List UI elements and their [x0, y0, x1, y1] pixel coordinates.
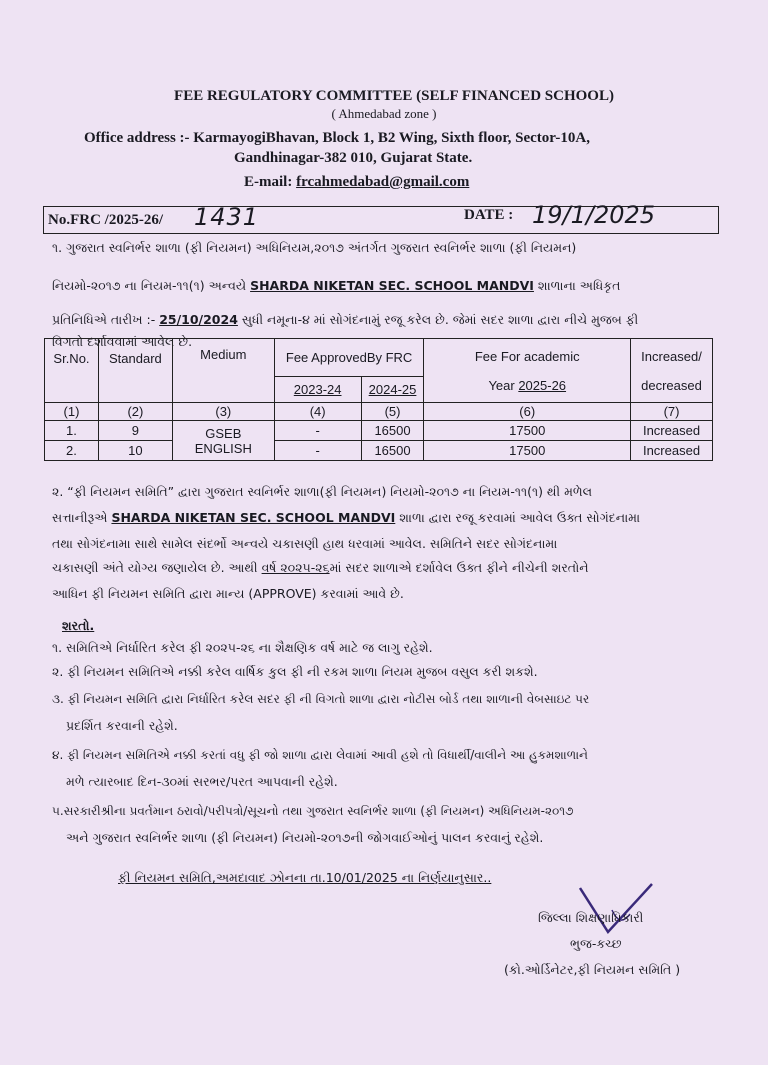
header-incdec-line2: decreased	[641, 377, 702, 393]
para2-line2	[52, 510, 640, 526]
column-number-row	[45, 403, 713, 421]
para2-line2-text: સત્તાનીરૂએ	[52, 510, 112, 525]
row1-status: Increased	[631, 421, 713, 441]
header-increased-decreased	[631, 339, 713, 403]
school-name-2: SHARDA NIKETAN SEC. SCHOOL MANDVI	[111, 510, 396, 525]
condition-4-line1: ૪. ફી નિયમન સમિતિએ નક્કી કરતાં વધુ ફી જો શાળા દ્વારા લેવામાં આવી હશે તો વિધાર્થી/વાલીને આ હુકમશાળાને	[52, 748, 588, 762]
row2-fee-2025: 17500	[424, 441, 631, 461]
header-incdec-line1: Increased/	[641, 348, 702, 364]
row2-srno: 2.	[45, 441, 99, 461]
committee-title: FEE REGULATORY COMMITTEE (SELF FINANCED SCHOOL)	[174, 88, 614, 104]
para1-line1: ૧. ગુજરાત સ્વનિર્ભર શાળા (ફી નિયમન) અધિનિયમ,૨૦૧૭ અંતર્ગત ગુજરાત સ્વનિર્ભર શાળા (ફી નિયમન)	[52, 240, 577, 255]
col-num-6: (6)	[424, 403, 631, 421]
medium-language: ENGLISH	[194, 440, 252, 456]
condition-4-line2: મળે ત્યારબાદ દિન-૩૦માં સરભર/પરત આપવાની રહેશે.	[66, 774, 338, 789]
table-row	[45, 441, 713, 461]
header-year-2024	[361, 377, 424, 403]
medium-cell	[172, 421, 274, 461]
school-name: SHARDA NIKETAN SEC. SCHOOL MANDVI	[250, 278, 534, 293]
condition-3-line2: પ્રદર્શિત કરવાની રહેશે.	[66, 718, 178, 733]
para2-line4-tail: માં સદર શાળાએ દર્શાવેલ ઉક્ત ફીને નીચેની શરતોને	[329, 560, 589, 575]
header-srno: Sr.No.	[45, 339, 99, 403]
email-address: frcahmedabad@gmail.com	[296, 174, 470, 190]
header-fee-academic-line1: Fee For academic	[474, 348, 580, 364]
email-label: E-mail:	[244, 174, 297, 190]
email-line	[244, 174, 768, 191]
para1-line2	[52, 278, 620, 294]
header-fee-academic-line2	[424, 378, 630, 393]
para1-line3-tail: સુધી નમૂના-૪ માં સોગંદનામું રજૂ કરેલ છે. જેમાં સદર શાળા દ્વારા નીચે મુજબ ફી	[237, 312, 639, 327]
office-address-line1: Office address :- KarmayogiBhavan, Block 1, B2 Wing, Sixth floor, Sector-10A,	[84, 130, 590, 146]
row1-fee-2024: 16500	[361, 421, 424, 441]
col-num-5: (5)	[361, 403, 424, 421]
para2-line4	[52, 560, 589, 576]
para2-line4-text: ચકાસણી અંતે યોગ્ય જણાયેલ છે. આથી	[52, 560, 262, 575]
header-fee-academic	[424, 339, 631, 403]
row1-fee-2023: -	[274, 421, 361, 441]
reference-number-label: No.FRC /2025-26/	[48, 212, 163, 228]
date-label: DATE :	[464, 207, 514, 223]
col-num-4: (4)	[274, 403, 361, 421]
row1-srno: 1.	[45, 421, 99, 441]
signatory-location: ભુજ-કચ્છ	[570, 936, 622, 951]
header-standard: Standard	[98, 339, 172, 403]
approved-year: વર્ષ ૨૦૨૫-૨૬	[261, 560, 330, 575]
fee-table	[44, 338, 713, 461]
date-handwritten: 19/1/2025	[532, 201, 656, 229]
para2-line5: આધિન ફી નિયમન સમિતિ દ્વારા માન્ય (APPROVE) કરવામાં આવે છે.	[52, 586, 404, 601]
decision-text: ફી નિયમન સમિતિ,અમદાવાદ ઝોનના તા.10/01/2025 ના નિર્ણયાનુસાર..	[118, 870, 492, 885]
para2-line1: ૨. “ફી નિયમન સમિતિ” દ્વારા ગુજરાત સ્વનિર્ભર શાળા(ફી નિયમન) નિયમો-૨૦૧૭ ના નિયમ-૧૧(૧) થી મળેલ	[52, 484, 593, 499]
conditions-title-text: શરતો.	[62, 618, 95, 633]
affidavit-date: 25/10/2024	[159, 312, 238, 327]
table-row	[45, 421, 713, 441]
condition-3-line1: ૩. ફી નિયમન સમિતિ દ્વારા નિર્ધારિત કરેલ સદર ફી ની વિગતો શાળા દ્વારા નોટીસ બોર્ડ તથા શાળાની વેબસાઇટ પર	[52, 692, 590, 706]
row2-fee-2024: 16500	[361, 441, 424, 461]
year-2023-label: 2023-24	[293, 382, 342, 397]
condition-2: ૨. ફી નિયમન સમિતિએ નક્કી કરેલ વાર્ષિક કુલ ફી ની રકમ શાળા નિયમ મુજબ વસુલ કરી શકશે.	[52, 664, 538, 679]
header-fee-frc: Fee ApprovedBy FRC	[274, 339, 424, 377]
signatory-title: જિલ્લા શિક્ષણાધિકારી	[538, 910, 644, 925]
row1-fee-2025: 17500	[424, 421, 631, 441]
medium-board: GSEB	[205, 425, 242, 441]
year-2024-label: 2024-25	[368, 382, 417, 397]
col-num-2: (2)	[98, 403, 172, 421]
header-academic-year: 2025-26	[518, 377, 567, 393]
header-year-2023	[274, 377, 361, 403]
col-num-3: (3)	[172, 403, 274, 421]
decision-line	[118, 870, 491, 886]
row2-fee-2023: -	[274, 441, 361, 461]
para1-line3-text: પ્રતિનિધિએ તારીખ :-	[52, 312, 160, 327]
conditions-title	[62, 618, 94, 634]
col-num-7: (7)	[631, 403, 713, 421]
reference-box	[43, 201, 719, 234]
para2-line2-tail: શાળા દ્વારા રજૂ કરવામાં આવેલ ઉક્ત સોગંદનામા	[395, 510, 641, 525]
row1-standard: 9	[98, 421, 172, 441]
signatory-designation: (કો.ઓર્ડિનેટર,ફી નિયમન સમિતિ )	[504, 962, 681, 977]
reference-number-handwritten: 1431	[194, 203, 260, 231]
para1-line2-tail: શાળાના અધિકૃત	[533, 278, 621, 293]
condition-1: ૧. સમિતિએ નિર્ધારિત કરેલ ફી ૨૦૨૫-૨૬ ના શૈક્ષણિક વર્ષ માટે જ લાગુ રહેશે.	[52, 640, 433, 655]
para1-line4: વિગતો દર્શાવવામાં આવેલ છે.	[52, 334, 193, 349]
condition-5-line1: ૫.સરકારીશ્રીના પ્રવર્તમાન ઠરાવો/પરીપત્રો/સૂચનો તથા ગુજરાત સ્વનિર્ભર શાળા (ફી નિયમન) અધિનિયમ-૨૦૧૭	[52, 804, 574, 818]
header-year-label: Year	[488, 377, 519, 393]
header-medium: Medium	[172, 339, 274, 403]
row2-status: Increased	[631, 441, 713, 461]
para2-line3: તથા સોગંદનામા સાથે સામેલ સંદર્ભો અન્વયે ચકાસણી હાથ ધરવામાં આવેલ. સમિતિને સદર સોગંદનામા	[52, 536, 558, 551]
condition-5-line2: અને ગુજરાત સ્વનિર્ભર શાળા (ફી નિયમન) નિયમો-૨૦૧૭ની જોગવાઈઓનું પાલન કરવાનું રહેશે.	[66, 830, 544, 845]
para1-line3	[52, 312, 638, 328]
para1-line2-text: નિયમો-૨૦૧૭ ના નિયમ-૧૧(૧) અન્વયે	[52, 278, 251, 293]
office-address-line2: Gandhinagar-382 010, Gujarat State.	[234, 150, 473, 166]
row2-standard: 10	[98, 441, 172, 461]
zone-label: ( Ahmedabad zone )	[331, 106, 437, 121]
col-num-1: (1)	[45, 403, 99, 421]
